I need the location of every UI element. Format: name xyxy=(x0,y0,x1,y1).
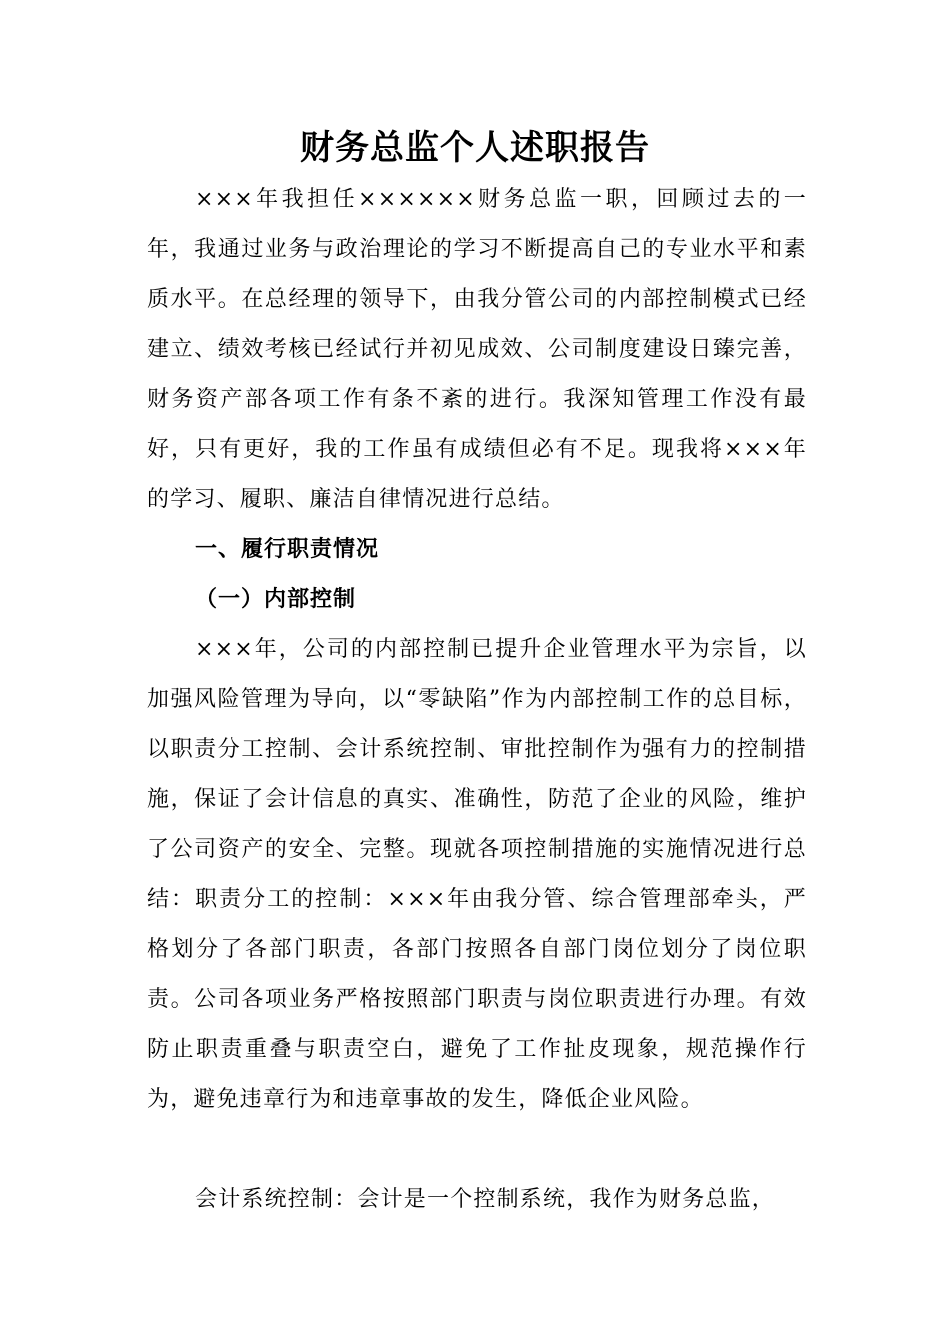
section-heading-duties: 一、履行职责情况 xyxy=(195,537,380,562)
internal-control-paragraph: ×××年，公司的内部控制已提升企业管理水平为宗旨，以加强风险管理为导向，以“零缺陷”作为内部控制工作的总目标，以职责分工控制、会计系统控制、审批控制作为强有力的控制措施，保证了会计信息的真实、准确性，防范了企业的风险，维护了公司资产的安全、完整。现就各项控制措施的实施情况进行总结：职责分工的控制：×××年由我分管、综合管理部牵头，严格划分了各部门职责，各部门按照各自部门岗位划分了岗位职责。公司各项业务严格按照部门职责与岗位职责进行办理。有效防止职责重叠与职责空白，避免了工作扯皮现象，规范操作行为，避免违章行为和违章事故的发生，降低企业风险。 xyxy=(147,637,807,1112)
subsection-heading-internal-control: （一）内部控制 xyxy=(195,587,357,612)
accounting-control-paragraph: 会计系统控制：会计是一个控制系统，我作为财务总监， xyxy=(195,1187,776,1212)
document-title: 财务总监个人述职报告 xyxy=(300,128,650,168)
intro-paragraph: ×××年我担任××××××财务总监一职，回顾过去的一年，我通过业务与政治理论的学习不断提高自己的专业水平和素质水平。在总经理的领导下，由我分管公司的内部控制模式已经建立、绩效考核已经试行并初见成效、公司制度建设日臻完善，财务资产部各项工作有条不紊的进行。我深知管理工作没有最好，只有更好，我的工作虽有成绩但必有不足。现我将×××年的学习、履职、廉洁自律情况进行总结。 xyxy=(147,187,807,512)
